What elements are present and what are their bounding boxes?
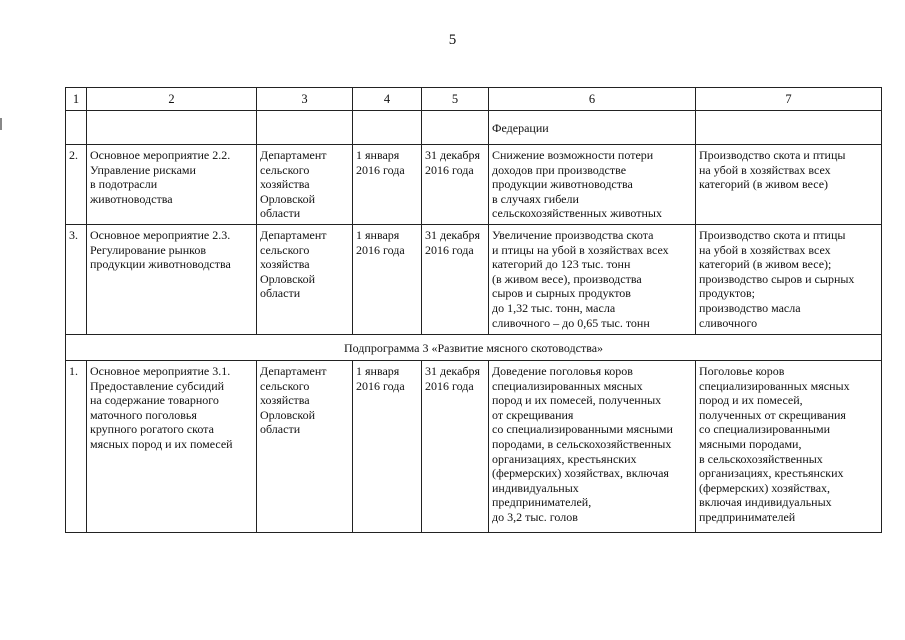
empty-cell [353,111,422,145]
margin-mark [0,118,2,130]
result-cell: Увеличение производства скота и птицы на убой в хозяйствах всех категорий до 123 тыс. тонн (в живом весе), производства сыров и сырных продуктов до 1,32 тыс. тонн, масла сливочного – до 0,65 тыс. тонн [489,225,696,335]
result-cell: Доведение поголовья коров специализированных мясных пород и их помесей, полученных от скрещивания со специализированными мясными породами, в сельскохозяйственных организациях, крестьянских (фермерских) хозяйствах, включая индивидуальных предпринимателей, до 3,2 тыс. голов [489,361,696,533]
header-cell: 7 [696,88,882,111]
row-number: 1. [66,361,87,533]
row-number: 2. [66,145,87,225]
row-number: 3. [66,225,87,335]
subprogram-row [66,335,882,361]
indicator-cell: Поголовье коров специализированных мясных пород и их помесей, полученных от скрещивания со специализированными мясными породами, в сельскохозяйственных организациях, крестьянских (фермерских) хозяйствах, включая индивидуальных предпринимателей [696,361,882,533]
executor-cell: Департамент сельского хозяйства Орловской области [257,361,353,533]
executor-cell: Департамент сельского хозяйства Орловской области [257,145,353,225]
table-row [66,361,882,533]
program-table [65,87,882,533]
empty-cell [66,111,87,145]
end-date-cell: 31 декабря 2016 года [422,225,489,335]
header-cell: 6 [489,88,696,111]
header-cell: 2 [87,88,257,111]
subprogram-title: Подпрограмма 3 «Развитие мясного скотоводства» [66,335,882,361]
header-cell: 4 [353,88,422,111]
continuation-text: Федерации [489,111,696,145]
activity-cell: Основное мероприятие 2.3. Регулирование рынков продукции животноводства [87,225,257,335]
table-row [66,145,882,225]
empty-cell [257,111,353,145]
end-date-cell: 31 декабря 2016 года [422,361,489,533]
table-row [66,225,882,335]
indicator-cell: Производство скота и птицы на убой в хозяйствах всех категорий (в живом весе); производство сыров и сырных продуктов; производство масла сливочного [696,225,882,335]
end-date-cell: 31 декабря 2016 года [422,145,489,225]
empty-cell [87,111,257,145]
continuation-row [66,111,882,145]
executor-cell: Департамент сельского хозяйства Орловской области [257,225,353,335]
indicator-cell: Производство скота и птицы на убой в хозяйствах всех категорий (в живом весе) [696,145,882,225]
start-date-cell: 1 января 2016 года [353,361,422,533]
page-number: 5 [448,32,457,48]
header-cell: 3 [257,88,353,111]
header-cell: 1 [66,88,87,111]
start-date-cell: 1 января 2016 года [353,225,422,335]
activity-cell: Основное мероприятие 3.1. Предоставление субсидий на содержание товарного маточного поголовья крупного рогатого скота мясных пород и их помесей [87,361,257,533]
empty-cell [696,111,882,145]
header-cell: 5 [422,88,489,111]
result-cell: Снижение возможности потери доходов при производстве продукции животноводства в случаях гибели сельскохозяйственных животных [489,145,696,225]
start-date-cell: 1 января 2016 года [353,145,422,225]
empty-cell [422,111,489,145]
table-header-row [66,88,882,111]
activity-cell: Основное мероприятие 2.2. Управление рисками в подотрасли животноводства [87,145,257,225]
